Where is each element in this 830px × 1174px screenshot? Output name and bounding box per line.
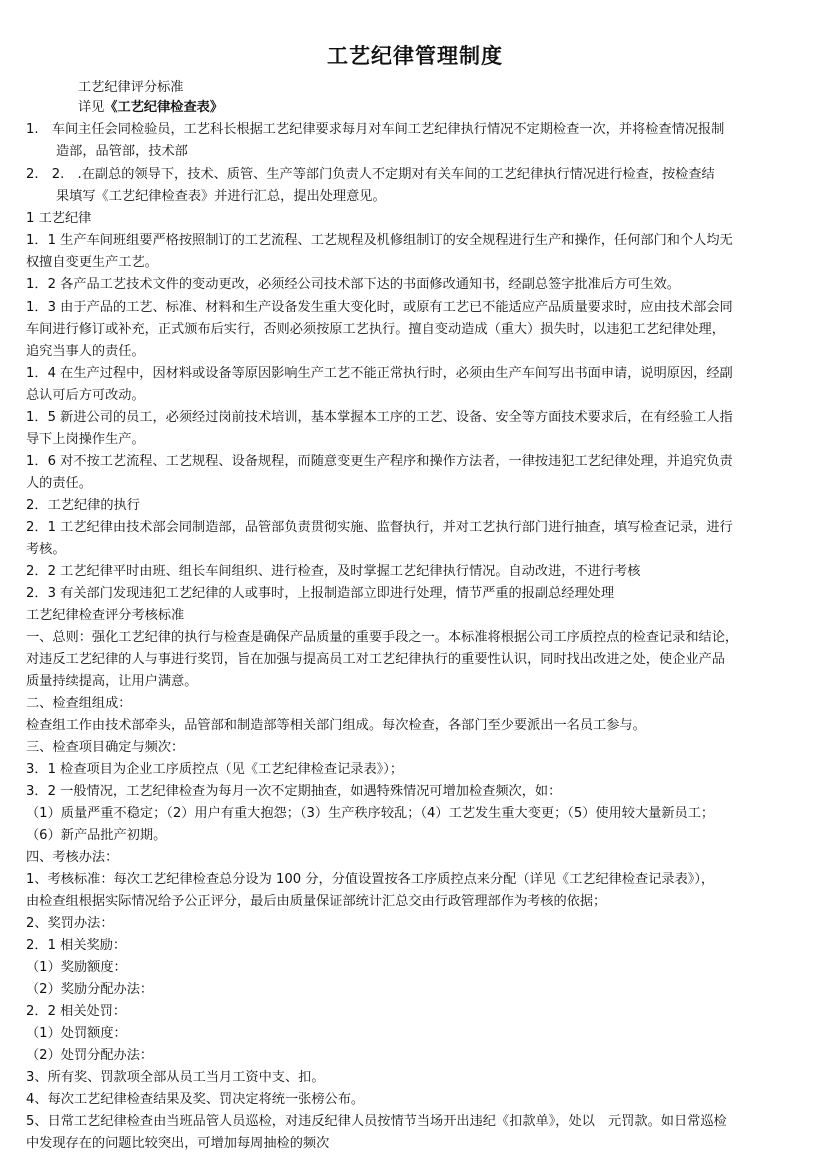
- text-line: 1. 车间主任会同检验员，工艺科长根据工艺纪律要求每月对车间工艺纪律执行情况不定期检查一次，并将检查情况报制: [26, 122, 725, 137]
- text-line: （1）质量严重不稳定；（2）用户有重大抱怨；（3）生产秩序较乱；（4）工艺发生重大变更；（5）使用较大量新员工；: [26, 806, 715, 821]
- text-line: 1．1 生产车间班组要严格按照制订的工艺流程、工艺规程及机修组制订的安全规程进行生产和操作，任何部门和个人均无: [26, 233, 733, 248]
- text-line: （2）处罚分配办法：: [26, 1048, 154, 1063]
- text-line: 2．2 工艺纪律平时由班、组长车间组织、进行检查，及时掌握工艺纪律执行情况。自动改进，不进行考核: [26, 564, 641, 579]
- text-line: 5、日常工艺纪律检查由当班品管人员巡检，对违反纪律人员按情节当场开出违纪《扣款单》，处以 元罚款。如日常巡检: [26, 1114, 727, 1129]
- text-line: 质量持续提高，让用户满意。: [26, 674, 198, 689]
- text-line: 由检查组根据实际情况给予公正评分，最后由质量保证部统计汇总交由行政管理部作为考核的依据；: [26, 894, 607, 909]
- text-line: 3．1 检查项目为企业工序质控点（见《工艺纪律检查记录表》）；: [26, 762, 404, 777]
- text-line: 2．1 工艺纪律由技术部会同制造部，品管部负责贯彻实施、监督执行，并对工艺执行部门进行抽查，填写检查记录，进行: [26, 520, 733, 535]
- text-line: 1．3 由于产品的工艺、标准、材料和生产设备发生重大变化时，或原有工艺已不能适应产品质量要求时，应由技术部会同: [26, 300, 733, 315]
- text-line-part: 详见: [78, 100, 105, 115]
- text-line: 果填写《工艺纪律检查表》并进行汇总，提出处理意见。: [56, 189, 386, 204]
- text-line: 二、检查组组成：: [26, 696, 132, 711]
- text-line: 3．2 一般情况，工艺纪律检查为每月一次不定期抽查，如遇特殊情况可增加检查频次，如：: [26, 784, 562, 799]
- text-line: 考核。: [26, 542, 66, 557]
- text-line: （1）处罚额度：: [26, 1026, 127, 1041]
- text-line: 导下上岗操作生产。: [26, 432, 145, 447]
- text-line: 1 工艺纪律: [26, 211, 92, 226]
- text-line: （1）奖励额度：: [26, 960, 127, 975]
- text-line: 1、考核标准：每次工艺纪律检查总分设为 100 分，分值设置按各工序质控点来分配（详见《工艺纪律检查记录表》），: [26, 872, 715, 887]
- text-line: 工艺纪律检查评分考核标准: [26, 608, 185, 623]
- text-line: 1．5 新进公司的员工，必须经过岗前技术培训，基本掌握本工序的工艺、设备、安全等方面技术要求后，在有经验工人指: [26, 410, 733, 425]
- text-line: 工艺纪律评分标准: [78, 80, 184, 95]
- text-line: 2．工艺纪律的执行: [26, 498, 140, 513]
- text-line: 追究当事人的责任。: [26, 344, 145, 359]
- text-line: [78, 98, 830, 118]
- text-line: 造部，品管部，技术部: [56, 144, 188, 159]
- text-line: 一、总则：强化工艺纪律的执行与检查是确保产品质量的重要手段之一。本标准将根据公司工序质控点的检查记录和结论，: [26, 630, 739, 645]
- text-line: 2．2 相关处罚：: [26, 1004, 127, 1019]
- text-line-part-bold: 《工艺纪律检查表》: [104, 100, 224, 115]
- text-line: 3、所有奖、罚款项全部从员工当月工资中支、扣。: [26, 1070, 325, 1085]
- text-line: 人的责任。: [26, 476, 92, 491]
- text-line: 2. 2. .在副总的领导下，技术、质管、生产等部门负责人不定期对有关车间的工艺纪律执行情况进行检查，按检查结: [26, 167, 715, 182]
- text-line: 对违反工艺纪律的人与事进行奖罚，旨在加强与提高员工对工艺纪律执行的重要性认识，同时找出改进之处，使企业产品: [26, 652, 725, 667]
- text-line: 1．4 在生产过程中，因材料或设备等原因影响生产工艺不能正常执行时，必须由生产车间写出书面申请，说明原因，经副: [26, 366, 733, 381]
- text-line: 中发现存在的问题比较突出，可增加每周抽检的频次: [26, 1136, 330, 1151]
- text-line: 三、检查项目确定与频次：: [26, 740, 185, 755]
- text-line: 4、每次工艺纪律检查结果及奖、罚决定将统一张榜公布。: [26, 1092, 365, 1107]
- text-line: 2、奖罚办法：: [26, 916, 114, 931]
- text-line: 车间进行修订或补充，正式颁布后实行，否则必须按原工艺执行。擅自变动造成（重大）损失时，以违犯工艺纪律处理，: [26, 322, 725, 337]
- text-line: 检查组工作由技术部牵头，品管部和制造部等相关部门组成。每次检查，各部门至少要派出一名员工参与。: [26, 718, 646, 733]
- document-title: 工艺纪律管理制度: [327, 44, 503, 68]
- text-line: 1．6 对不按工艺流程、工艺规程、设备规程，而随意变更生产程序和操作方法者，一律按违犯工艺纪律处理，并追究负责: [26, 454, 733, 469]
- text-line: 四、考核办法：: [26, 850, 119, 865]
- text-line: （2）奖励分配办法：: [26, 982, 154, 997]
- text-line: 2．1 相关奖励：: [26, 938, 127, 953]
- text-line: 权擅自变更生产工艺。: [26, 255, 158, 270]
- text-line: 总认可后方可改动。: [26, 388, 145, 403]
- text-line: 1．2 各产品工艺技术文件的变动更改，必须经公司技术部下达的书面修改通知书，经副总签字批准后方可生效。: [26, 277, 680, 292]
- text-line: 2．3 有关部门发现违犯工艺纪律的人或事时，上报制造部立即进行处理，情节严重的报副总经理处理: [26, 586, 615, 601]
- text-line: （6）新产品批产初期。: [26, 828, 167, 843]
